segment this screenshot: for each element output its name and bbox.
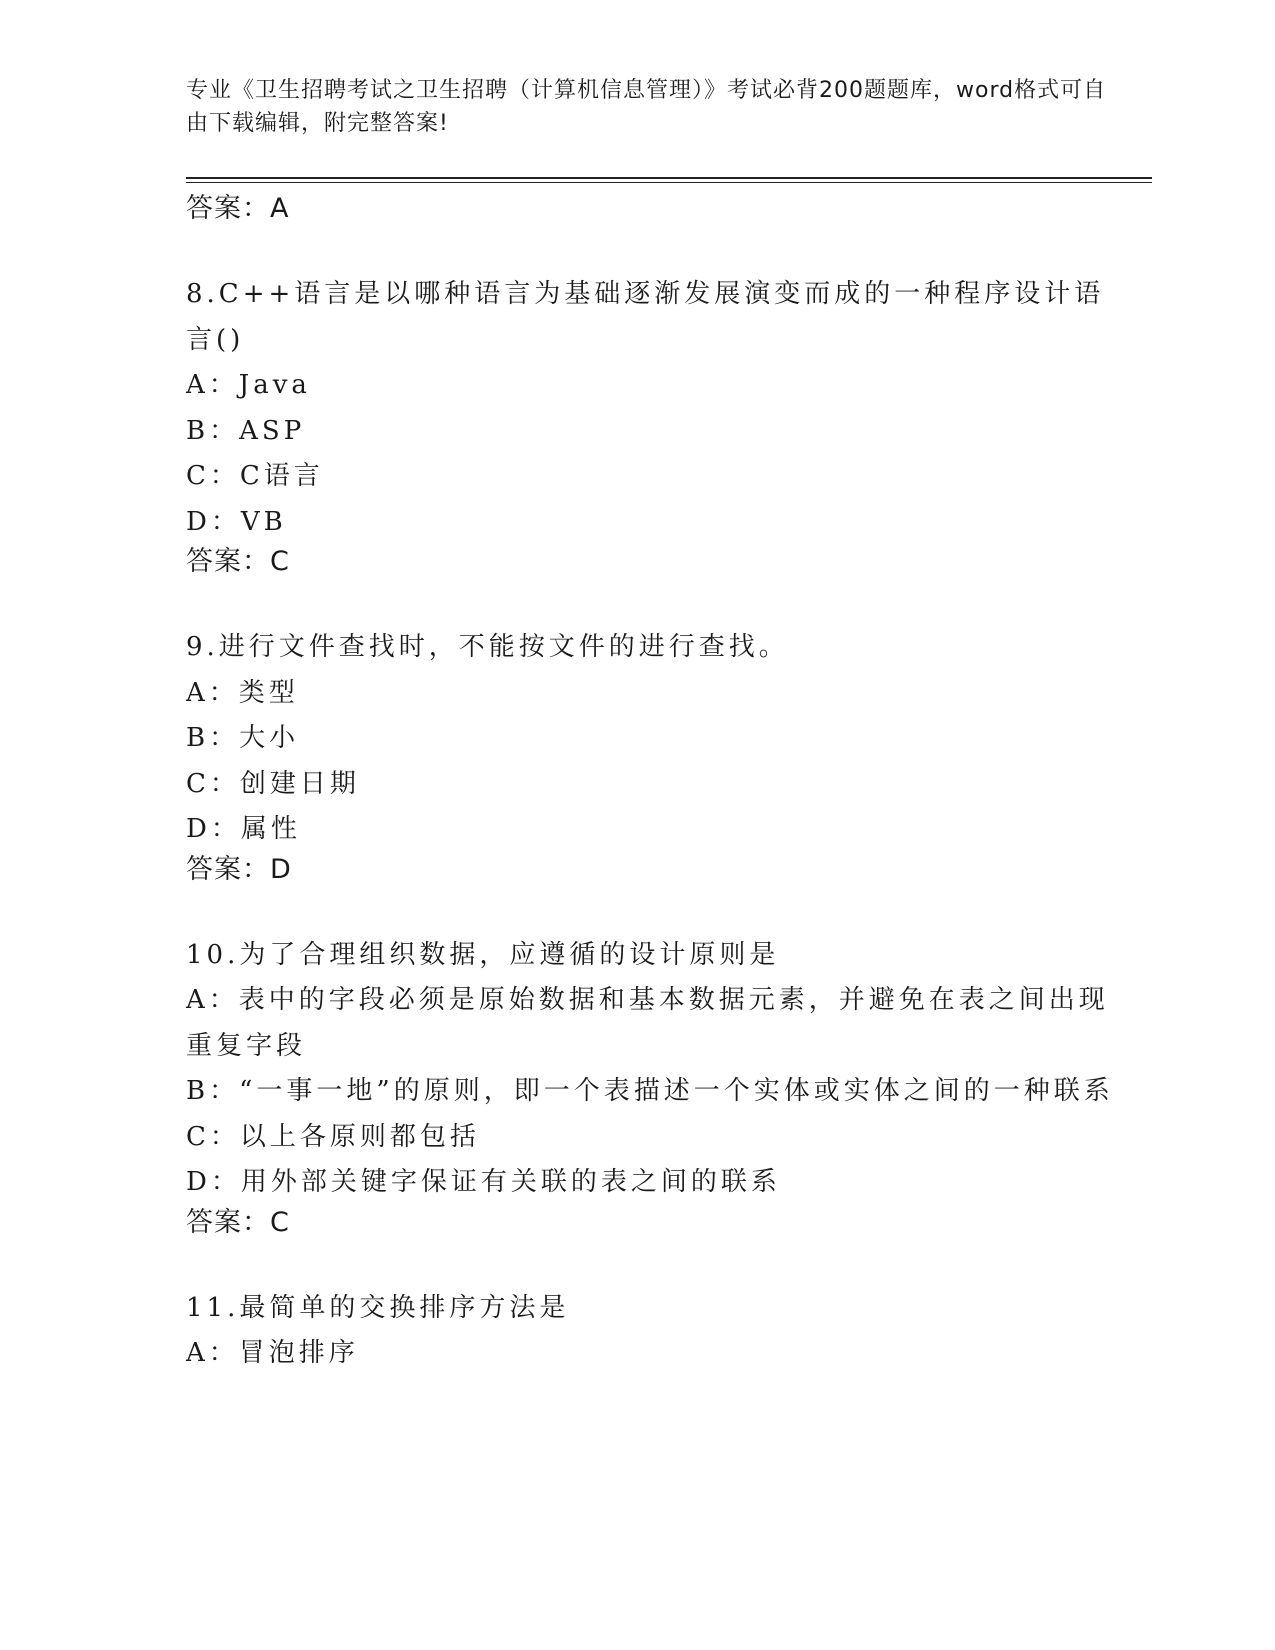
option-c: C：C语言: [186, 461, 324, 491]
option-d: D：VB: [186, 506, 287, 537]
option-a: A：表中的字段必须是原始数据和基本数据元素，并避免在表之间出现重复字段: [186, 985, 1109, 1061]
answer-line: 答案：C: [186, 546, 290, 577]
header-divider: [186, 177, 1152, 183]
question-stem: 10.为了合理组织数据，应遵循的设计原则是: [186, 939, 780, 970]
option-c: C：创建日期: [186, 768, 360, 799]
option-c: C：以上各原则都包括: [186, 1121, 480, 1152]
question-block: [186, 1286, 1126, 1377]
question-list: [186, 192, 1126, 1377]
question-stem: 8.C++语言是以哪种语言为基础逐渐发展演变而成的一种程序设计语言(): [186, 279, 1105, 355]
answer-line: 答案：A: [186, 193, 290, 224]
option-a: A：冒泡排序: [186, 1338, 359, 1368]
question-block: [186, 625, 1126, 887]
option-a: A：类型: [186, 677, 299, 708]
question-block: [186, 933, 1126, 1240]
answer-line: 答案：D: [186, 853, 292, 885]
option-d: D：属性: [186, 814, 301, 844]
question-block: [186, 272, 1126, 579]
document-header: 专业《卫生招聘考试之卫生招聘（计算机信息管理）》考试必背200题题库，word格式可自由下载编辑，附完整答案!: [186, 78, 1107, 136]
answer-line: 答案：C: [186, 1206, 290, 1238]
option-b: B：“一事一地”的原则，即一个表描述一个实体或实体之间的一种联系: [186, 1076, 1114, 1106]
option-d: D：用外部关键字保证有关联的表之间的联系: [186, 1167, 781, 1197]
option-a: A：Java: [186, 370, 311, 400]
question-stem: 11.最简单的交换排序方法是: [186, 1292, 570, 1323]
question-stem: 9.进行文件查找时，不能按文件的进行查找。: [186, 632, 789, 662]
option-b: B：大小: [186, 723, 300, 753]
option-b: B：ASP: [186, 415, 306, 446]
